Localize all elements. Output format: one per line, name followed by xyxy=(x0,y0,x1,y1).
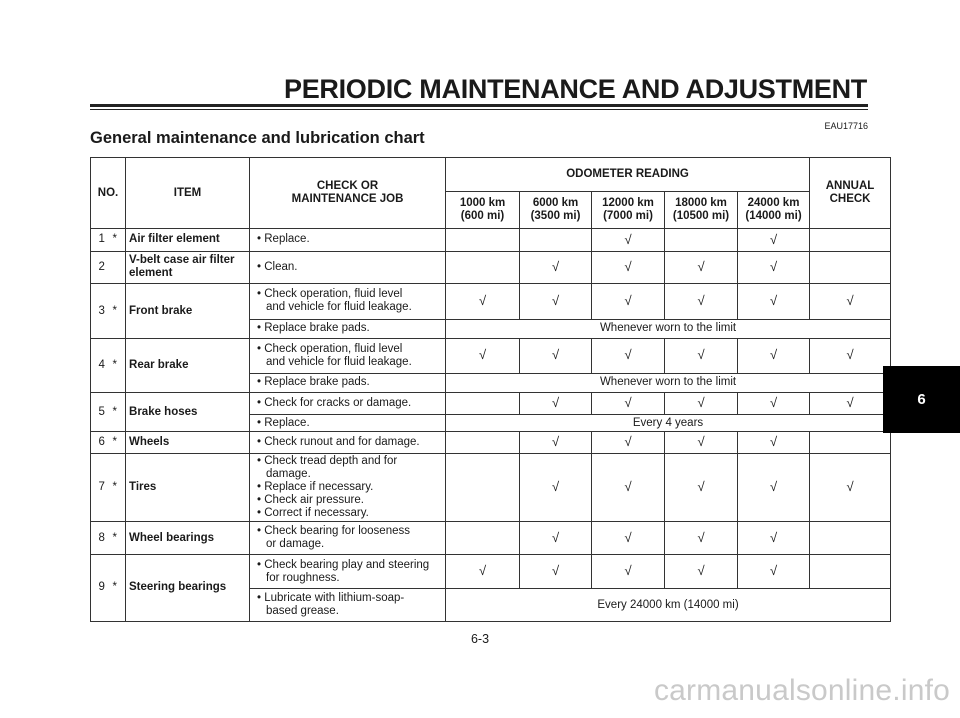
item-name: Wheel bearings xyxy=(126,522,250,555)
check-cell xyxy=(446,251,520,284)
check-cell xyxy=(810,522,891,555)
check-cell: √ xyxy=(665,251,738,284)
dealer-mark: * xyxy=(113,284,126,339)
check-cell: √ xyxy=(520,554,592,589)
item-name: Brake hoses xyxy=(126,392,250,432)
interval-header: 12000 km (7000 mi) xyxy=(592,191,665,229)
check-cell: √ xyxy=(665,432,738,453)
row-number: 1 xyxy=(91,229,113,251)
maintenance-job: • Check operation, fluid level and vehicle for fluid leakage. xyxy=(250,284,446,320)
check-cell: √ xyxy=(810,338,891,373)
table-row xyxy=(91,251,891,284)
col-header-item: ITEM xyxy=(126,158,250,229)
check-cell: √ xyxy=(738,522,810,555)
doc-code: EAU17716 xyxy=(824,121,868,131)
row-number: 3 xyxy=(91,284,113,339)
check-cell: √ xyxy=(665,392,738,414)
maintenance-job: • Check bearing play and steering for roughness. xyxy=(250,554,446,589)
maintenance-chart-table xyxy=(90,157,891,622)
watermark-text: carmanualsonline.info xyxy=(653,674,950,707)
interval-note: Whenever worn to the limit xyxy=(446,373,891,392)
check-cell: √ xyxy=(446,338,520,373)
section-title: General maintenance and lubrication chart xyxy=(90,129,425,147)
check-cell: √ xyxy=(665,554,738,589)
check-cell: √ xyxy=(665,522,738,555)
row-number: 7 xyxy=(91,453,113,522)
col-header-job: CHECK OR MAINTENANCE JOB xyxy=(250,158,446,229)
interval-header: 24000 km (14000 mi) xyxy=(738,191,810,229)
maintenance-job: • Check tread depth and for damage. • Replace if necessary. • Check air pressure. • Correct if necessary. xyxy=(250,453,446,522)
maintenance-job: • Check for cracks or damage. xyxy=(250,392,446,414)
check-cell: √ xyxy=(738,284,810,320)
check-cell xyxy=(446,453,520,522)
table-row xyxy=(91,338,891,373)
maintenance-job: • Replace brake pads. xyxy=(250,319,446,338)
check-cell: √ xyxy=(520,522,592,555)
header-rule-thick xyxy=(90,104,868,107)
interval-note: Every 4 years xyxy=(446,415,891,432)
dealer-mark: * xyxy=(113,229,126,251)
interval-note: Whenever worn to the limit xyxy=(446,319,891,338)
table-row xyxy=(91,432,891,453)
dealer-mark: * xyxy=(113,453,126,522)
check-cell xyxy=(810,251,891,284)
check-cell: √ xyxy=(738,554,810,589)
col-header-annual: ANNUAL CHECK xyxy=(810,158,891,229)
check-cell: √ xyxy=(592,432,665,453)
table-row xyxy=(91,229,891,251)
check-cell xyxy=(446,522,520,555)
check-cell: √ xyxy=(592,251,665,284)
row-number: 5 xyxy=(91,392,113,432)
check-cell xyxy=(665,229,738,251)
check-cell: √ xyxy=(520,251,592,284)
check-cell: √ xyxy=(665,453,738,522)
table-row xyxy=(91,392,891,414)
table-row xyxy=(91,453,891,522)
check-cell xyxy=(810,554,891,589)
maintenance-job: • Replace. xyxy=(250,415,446,432)
dealer-mark xyxy=(113,251,126,284)
check-cell: √ xyxy=(592,392,665,414)
check-cell: √ xyxy=(738,229,810,251)
check-cell: √ xyxy=(592,522,665,555)
interval-note: Every 24000 km (14000 mi) xyxy=(446,589,891,622)
dealer-mark: * xyxy=(113,554,126,621)
maintenance-job: • Check bearing for looseness or damage. xyxy=(250,522,446,555)
row-number: 9 xyxy=(91,554,113,621)
check-cell: √ xyxy=(520,392,592,414)
check-cell: √ xyxy=(592,229,665,251)
item-name: Rear brake xyxy=(126,338,250,392)
check-cell: √ xyxy=(738,251,810,284)
row-number: 2 xyxy=(91,251,113,284)
maintenance-job: • Replace. xyxy=(250,229,446,251)
interval-header: 6000 km (3500 mi) xyxy=(520,191,592,229)
maintenance-job: • Check runout and for damage. xyxy=(250,432,446,453)
item-name: V-belt case air filter element xyxy=(126,251,250,284)
interval-header: 1000 km (600 mi) xyxy=(446,191,520,229)
chapter-tab[interactable]: 6 xyxy=(883,366,960,433)
page-header-title: PERIODIC MAINTENANCE AND ADJUSTMENT xyxy=(283,74,867,104)
col-header-odometer: ODOMETER READING xyxy=(446,158,810,192)
col-header-no: NO. xyxy=(91,158,126,229)
check-cell xyxy=(446,229,520,251)
check-cell xyxy=(810,229,891,251)
item-name: Front brake xyxy=(126,284,250,339)
check-cell: √ xyxy=(665,338,738,373)
header-row xyxy=(91,158,891,192)
item-name: Steering bearings xyxy=(126,554,250,621)
row-number: 8 xyxy=(91,522,113,555)
table-row xyxy=(91,522,891,555)
check-cell: √ xyxy=(810,284,891,320)
item-name: Tires xyxy=(126,453,250,522)
page-number: 6-3 xyxy=(470,632,490,646)
check-cell: √ xyxy=(520,284,592,320)
header-rule-thin xyxy=(90,109,868,110)
check-cell xyxy=(446,432,520,453)
check-cell: √ xyxy=(446,554,520,589)
check-cell: √ xyxy=(592,554,665,589)
check-cell xyxy=(810,432,891,453)
check-cell: √ xyxy=(446,284,520,320)
check-cell xyxy=(520,229,592,251)
check-cell xyxy=(446,392,520,414)
table-row xyxy=(91,284,891,320)
check-cell: √ xyxy=(520,453,592,522)
interval-header: 18000 km (10500 mi) xyxy=(665,191,738,229)
row-number: 4 xyxy=(91,338,113,392)
item-name: Air filter element xyxy=(126,229,250,251)
dealer-mark: * xyxy=(113,392,126,432)
check-cell: √ xyxy=(665,284,738,320)
check-cell: √ xyxy=(592,453,665,522)
check-cell: √ xyxy=(738,453,810,522)
row-number: 6 xyxy=(91,432,113,453)
maintenance-job: • Check operation, fluid level and vehicle for fluid leakage. xyxy=(250,338,446,373)
maintenance-job: • Clean. xyxy=(250,251,446,284)
check-cell: √ xyxy=(520,432,592,453)
check-cell: √ xyxy=(592,338,665,373)
check-cell: √ xyxy=(810,453,891,522)
check-cell: √ xyxy=(738,392,810,414)
maintenance-job: • Lubricate with lithium-soap- based grease. xyxy=(250,589,446,622)
check-cell: √ xyxy=(738,338,810,373)
check-cell: √ xyxy=(810,392,891,414)
check-cell: √ xyxy=(520,338,592,373)
maintenance-job: • Replace brake pads. xyxy=(250,373,446,392)
dealer-mark: * xyxy=(113,432,126,453)
item-name: Wheels xyxy=(126,432,250,453)
check-cell: √ xyxy=(738,432,810,453)
dealer-mark: * xyxy=(113,522,126,555)
check-cell: √ xyxy=(592,284,665,320)
dealer-mark: * xyxy=(113,338,126,392)
table-row xyxy=(91,554,891,589)
